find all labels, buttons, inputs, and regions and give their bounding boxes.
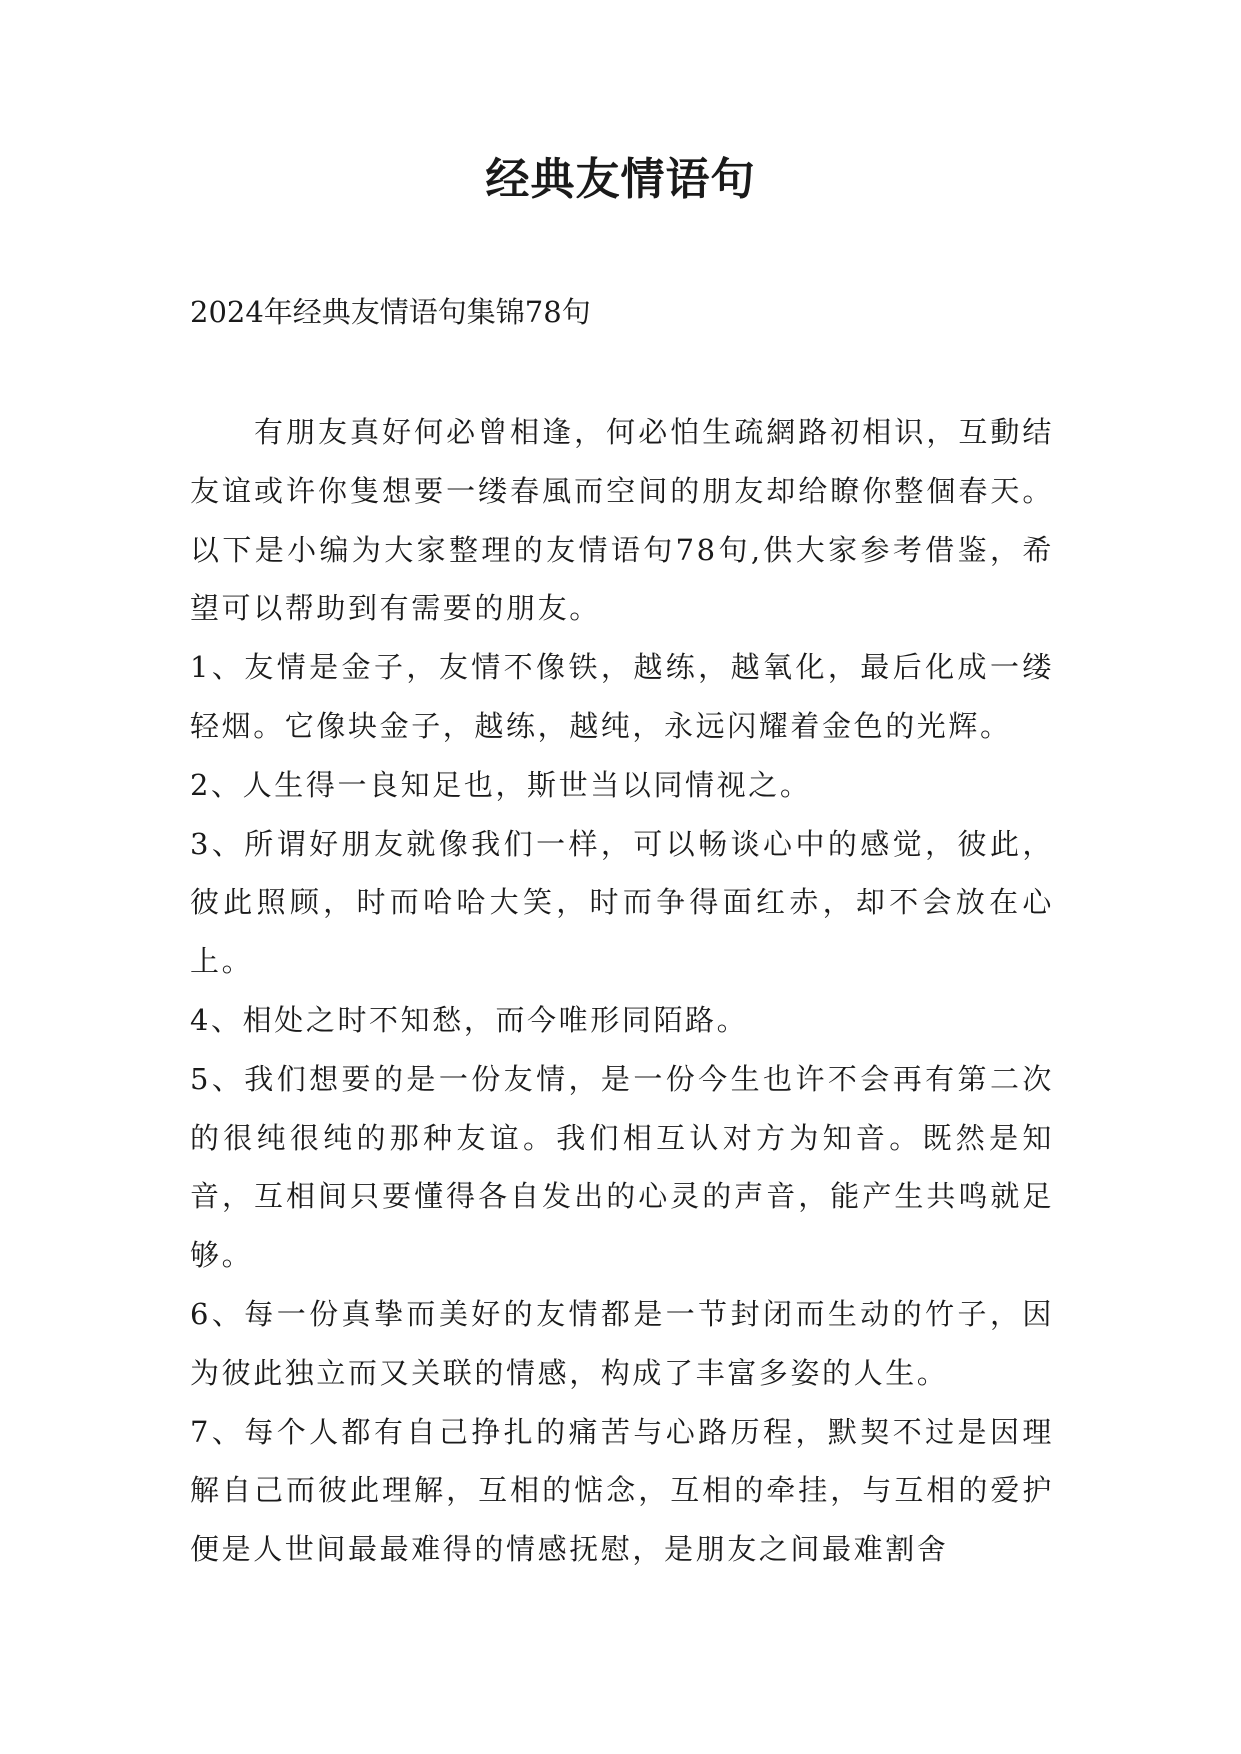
list-item: 4、相处之时不知愁，而今唯形同陌路。 [190,1002,749,1037]
list-item: 6、每一份真挚而美好的友情都是一节封闭而生动的竹子，因为彼此独立而又关联的情感，构成了丰富多姿的人生。 [190,1296,1054,1390]
document-body [190,403,1054,1579]
intro-paragraph: 有朋友真好何必曾相逢，何必怕生疏網路初相识，互動结友谊或许你隻想要一缕春風而空间的朋友却给瞭你整個春天。以下是小编为大家整理的友情语句78句,供大家参考借鉴，希望可以帮助到有需要的朋友。 [190,415,1054,626]
list-item: 2、人生得一良知足也，斯世当以同情视之。 [190,767,812,802]
document-title: 经典友情语句 [485,154,756,205]
list-item: 1、友情是金子，友情不像铁，越练，越氧化，最后化成一缕轻烟。它像块金子，越练，越纯，永远闪耀着金色的光辉。 [190,650,1054,743]
list-item: 3、所谓好朋友就像我们一样，可以畅谈心中的感觉，彼此，彼此照顾，时而哈哈大笑，时而争得面红赤，却不会放在心上。 [190,826,1054,979]
list-item: 5、我们想要的是一份友情，是一份今生也许不会再有第二次的很纯很纯的那种友谊。我们相互认对方为知音。既然是知音，互相间只要懂得各自发出的心灵的声音，能产生共鸣就足够。 [190,1061,1054,1273]
document-subtitle: 2024年经典友情语句集锦78句 [190,295,591,329]
list-item: 7、每个人都有自己挣扎的痛苦与心路历程，默契不过是因理解自己而彼此理解，互相的惦念，互相的牵挂，与互相的爱护便是人世间最最难得的情感抚慰，是朋友之间最难割舍 [190,1414,1054,1567]
